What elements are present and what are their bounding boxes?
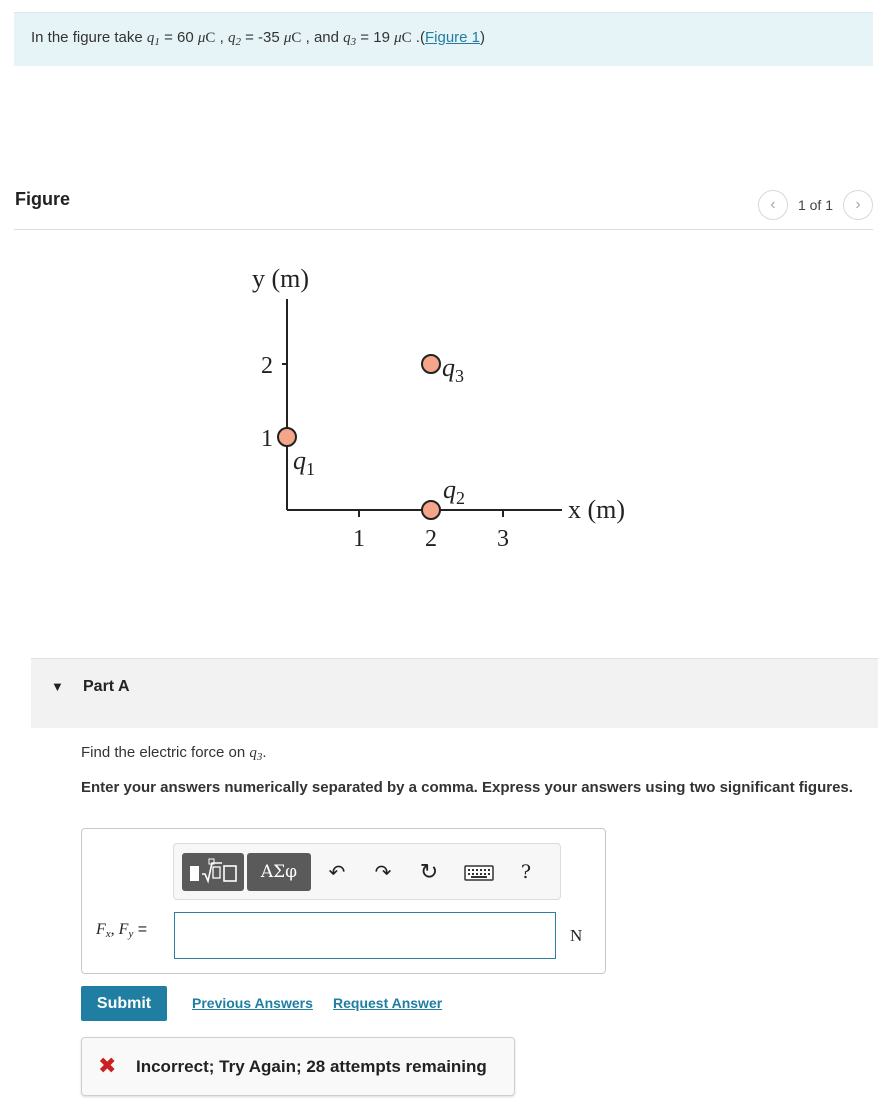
answer-label: $F_x$, $F_y$ =	[96, 921, 148, 940]
redo-icon[interactable]: ↷	[374, 861, 392, 884]
figure-pager	[758, 190, 873, 220]
math-toolbar	[173, 843, 561, 900]
unit-label: N	[570, 926, 583, 945]
q1-symbol: $q_1$	[146, 30, 160, 48]
separator: ,	[215, 29, 228, 46]
charge-diagram	[240, 255, 660, 575]
charge-q3	[422, 355, 440, 373]
greek-symbols-button[interactable]: ΑΣφ	[247, 853, 311, 891]
q2-symbol: $q_2$	[227, 30, 241, 48]
answer-instructions: Enter your answers numerically separated by a comma. Express your answers using two significant figures.	[81, 779, 853, 796]
separator: )	[480, 29, 486, 46]
figure-counter: 1 of 1	[797, 197, 833, 213]
x-axis-label: x (m)	[568, 495, 626, 524]
charge-label-q2: $q_2$	[443, 475, 465, 508]
previous-figure-button[interactable]	[758, 190, 788, 220]
feedback-text: Incorrect; Try Again; 28 attempts remaining	[136, 1057, 487, 1076]
previous-answers-link[interactable]: Previous Answers	[192, 995, 313, 1011]
keyboard-icon[interactable]	[462, 859, 496, 887]
divider	[14, 229, 873, 230]
collapse-toggle-icon[interactable]: ▼	[51, 679, 64, 694]
q1-value: = 60	[159, 29, 198, 46]
q3-symbol: $q_3$	[249, 745, 263, 763]
problem-statement	[14, 12, 873, 66]
figure-link[interactable]: Figure 1	[424, 29, 481, 46]
answer-box	[81, 828, 606, 974]
unit-coulomb: C	[401, 30, 412, 46]
charge-label-q3: $q_3$	[442, 353, 464, 386]
next-figure-button[interactable]	[843, 190, 873, 220]
error-x-icon: ✖	[98, 1053, 117, 1078]
q3-value: = 19	[356, 29, 395, 46]
y-tick-label: 1	[261, 426, 273, 452]
separator: .(	[411, 29, 425, 46]
y-axis-label: y (m)	[252, 264, 310, 293]
feedback-message	[81, 1037, 515, 1096]
chevron-right-icon: ›	[855, 196, 861, 213]
unit-coulomb: C	[291, 30, 302, 46]
charge-q2	[422, 501, 440, 519]
x-tick-label: 3	[497, 526, 509, 552]
submit-button[interactable]: Submit	[81, 986, 167, 1021]
question-text: Find the electric force on $q_3$.	[81, 744, 267, 763]
charge-label-q1: $q_1$	[293, 446, 315, 479]
chevron-left-icon: ‹	[770, 196, 776, 213]
q2-value: = -35	[240, 29, 284, 46]
help-button[interactable]: ?	[520, 861, 532, 883]
separator: , and	[301, 29, 344, 46]
request-answer-link[interactable]: Request Answer	[333, 995, 443, 1011]
part-a-header[interactable]	[31, 658, 878, 728]
charge-q1	[278, 428, 296, 446]
unit-coulomb: C	[205, 30, 216, 46]
templates-button[interactable]	[182, 853, 244, 891]
q3-symbol: $q_3$	[343, 30, 357, 48]
part-a-title: Part A	[83, 678, 130, 695]
reset-icon[interactable]: ↻	[419, 859, 439, 884]
answer-input[interactable]	[174, 912, 556, 959]
x-tick-label: 1	[353, 526, 365, 552]
undo-icon[interactable]: ↶	[328, 861, 346, 884]
x-tick-label: 2	[425, 526, 437, 552]
unit-mu: μ	[197, 30, 206, 46]
templates-icon	[186, 858, 240, 886]
unit-mu: μ	[283, 30, 292, 46]
unit-mu: μ	[394, 30, 402, 46]
problem-intro: In the figure take	[31, 29, 143, 46]
figure-heading: Figure	[15, 189, 71, 209]
y-tick-label: 2	[261, 353, 273, 379]
